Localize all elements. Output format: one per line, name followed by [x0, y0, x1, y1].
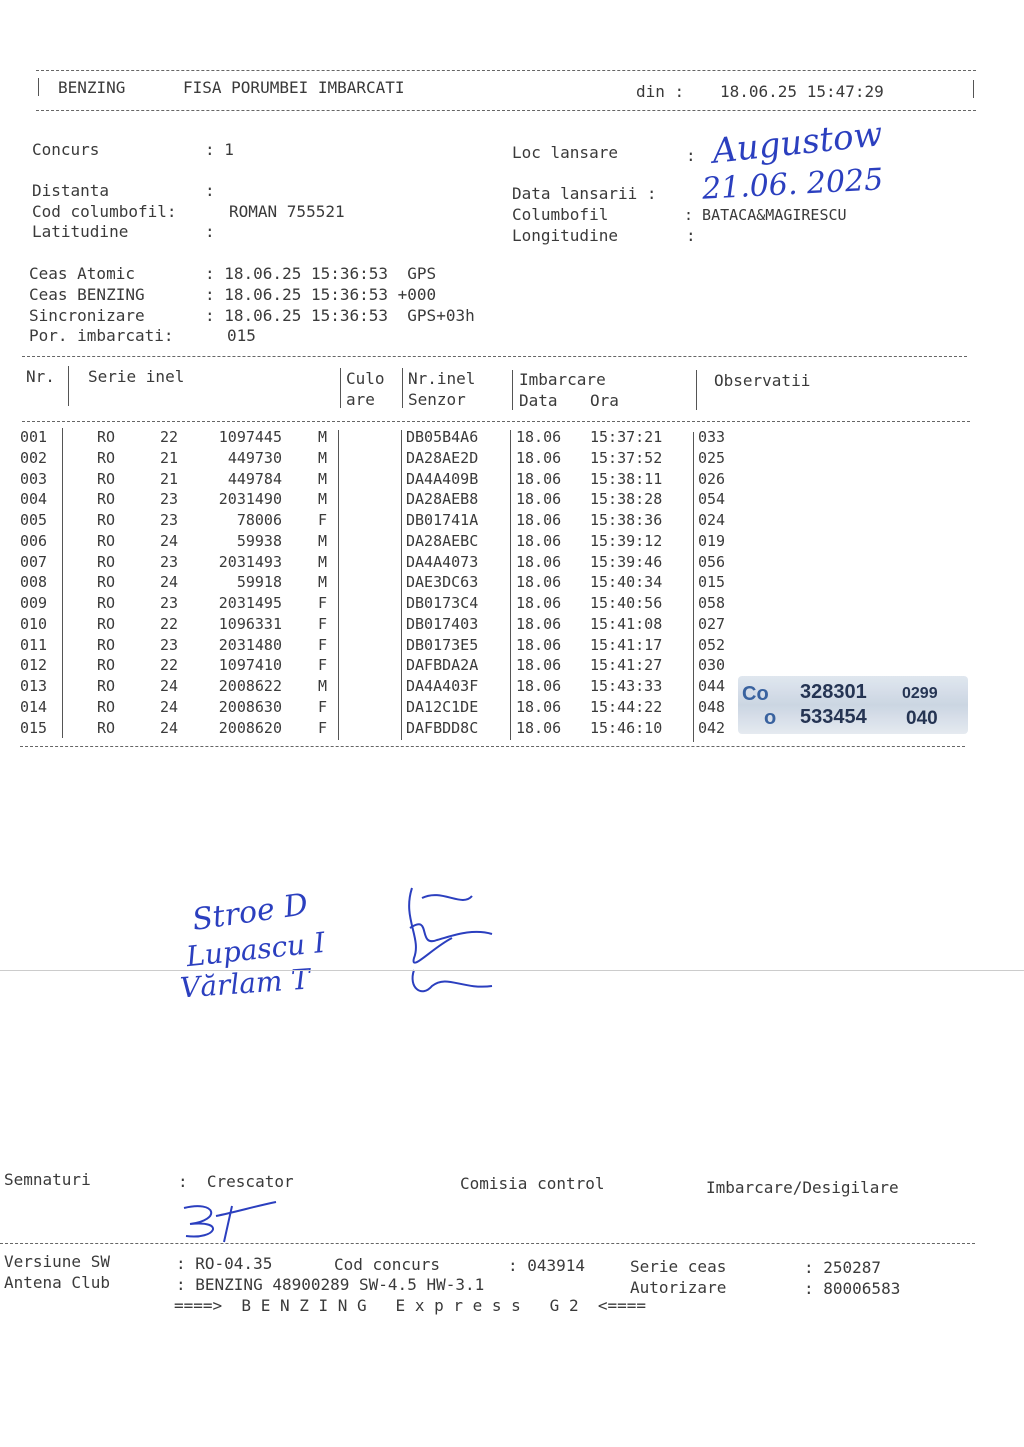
- col-header-senzor: Senzor: [408, 390, 466, 409]
- cell-senzor: DA12C1DE: [406, 697, 479, 716]
- cell-data: 18.06: [516, 511, 562, 529]
- longitudine-value: :: [686, 226, 696, 245]
- cell-nr: 008: [20, 573, 48, 592]
- body-sep-nr: [62, 428, 63, 738]
- cell-sex: F: [318, 635, 328, 654]
- cell-tara: RO: [97, 448, 116, 467]
- cell-obs: 054: [698, 490, 726, 509]
- table-row: [0, 513, 1024, 533]
- table-row: [0, 614, 1024, 637]
- cell-nr: 004: [20, 490, 48, 509]
- cell-ora: 15:41:27: [590, 656, 663, 675]
- header-left-bar: [38, 78, 39, 96]
- col-header-serie: Serie inel: [88, 367, 185, 386]
- body-sep-senzor: [401, 430, 402, 740]
- col-header-data: Data: [519, 391, 558, 410]
- versiune-value: : RO-04.35: [176, 1254, 273, 1273]
- cell-obs: 042: [698, 718, 726, 737]
- cod-concurs-value: : 043914: [508, 1256, 586, 1275]
- cell-tara: RO: [97, 511, 116, 529]
- cell-data: 18.06: [516, 469, 562, 488]
- col-sep-4: [512, 370, 513, 410]
- cell-data: 18.06: [516, 552, 562, 571]
- crescator-signature: [176, 1196, 286, 1246]
- col-header-imbarcare: Imbarcare: [519, 370, 606, 389]
- cell-data: 18.06: [516, 573, 562, 592]
- data-lansarii-handwritten: 21.06. 2025: [701, 162, 885, 207]
- cell-senzor: DA4A403F: [406, 677, 479, 695]
- seal-line1-suffix: 0299: [902, 685, 938, 702]
- distanta-label: Distanta: [32, 181, 110, 200]
- cell-obs: 024: [698, 511, 726, 529]
- cell-an: 23: [160, 594, 179, 612]
- cell-sex: M: [318, 677, 328, 695]
- cell-sex: F: [318, 614, 328, 633]
- cell-tara: RO: [97, 656, 116, 675]
- signature-name-3: Vărlam T: [178, 962, 312, 1005]
- versiune-label: Versiune SW: [4, 1252, 110, 1271]
- autorizare-value: : 80006583: [804, 1279, 901, 1298]
- cell-nr: 001: [20, 428, 48, 446]
- cell-tara: RO: [97, 718, 116, 737]
- cell-senzor: DB01741A: [406, 511, 479, 529]
- cell-senzor: DAFBDA2A: [406, 656, 479, 675]
- cell-sex: M: [318, 469, 328, 488]
- signature-name-1: Stroe D: [190, 887, 311, 938]
- cell-inel: 78006: [236, 511, 282, 529]
- header-title: FISA PORUMBEI IMBARCATI: [183, 78, 405, 97]
- cell-ora: 15:44:22: [590, 697, 663, 716]
- cell-tara: RO: [97, 573, 116, 592]
- cell-ora: 15:38:36: [590, 511, 663, 529]
- cell-nr: 005: [20, 511, 48, 529]
- cell-data: 18.06: [516, 656, 562, 675]
- table-row: [0, 430, 1024, 450]
- table-row: [0, 552, 1024, 575]
- ceas-atomic-label: Ceas Atomic: [29, 264, 135, 283]
- cell-sex: F: [318, 511, 328, 529]
- body-sep-data: [510, 430, 511, 740]
- col-header-observatii: Observatii: [714, 371, 811, 390]
- ceas-benzing-label: Ceas BENZING: [29, 285, 145, 304]
- cell-nr: 010: [20, 614, 48, 633]
- cell-nr: 014: [20, 697, 48, 716]
- cell-inel: 1097445: [218, 428, 282, 446]
- cell-sex: F: [318, 718, 328, 737]
- cell-data: 18.06: [516, 531, 562, 550]
- cell-data: 18.06: [516, 677, 562, 695]
- latitudine-label: Latitudine: [32, 222, 129, 241]
- cell-nr: 011: [20, 635, 48, 654]
- cell-inel: 1097410: [218, 656, 282, 675]
- cell-senzor: DAE3DC63: [406, 573, 479, 592]
- top-rule: [36, 70, 976, 71]
- columbofil-value: : BATACA&MAGIRESCU: [684, 206, 847, 224]
- cell-tara: RO: [97, 531, 116, 550]
- cell-nr: 007: [20, 552, 48, 571]
- cell-sex: M: [318, 428, 328, 446]
- imbarcare-desigilare-label: Imbarcare/Desigilare: [706, 1178, 899, 1197]
- cell-obs: 048: [698, 697, 726, 716]
- col-sep-3: [402, 368, 403, 408]
- cell-sex: F: [318, 697, 328, 716]
- cell-an: 22: [160, 428, 179, 446]
- col-header-ora: Ora: [590, 391, 619, 410]
- loc-lansare-sep: :: [686, 146, 696, 165]
- cell-senzor: DA28AEB8: [406, 490, 479, 509]
- cell-nr: 009: [20, 594, 48, 612]
- data-lansarii-label: Data lansarii :: [512, 184, 657, 203]
- col-header-culo: Culo: [346, 369, 385, 388]
- cell-obs: 030: [698, 656, 726, 675]
- col-sep-1: [68, 366, 69, 406]
- cell-ora: 15:41:17: [590, 635, 663, 654]
- cell-sex: M: [318, 552, 328, 571]
- header-date-value: 18.06.25 15:47:29: [720, 82, 884, 101]
- table-header-rule: [22, 421, 970, 422]
- benzing-express-banner: ====> B E N Z I N G E x p r e s s G 2 <====: [174, 1296, 647, 1315]
- cell-data: 18.06: [516, 594, 562, 612]
- crescator-label: : Crescator: [178, 1172, 294, 1191]
- cell-data: 18.06: [516, 635, 562, 654]
- cell-inel: 59938: [236, 531, 282, 550]
- cell-senzor: DA28AE2D: [406, 448, 479, 467]
- col-sep-2: [340, 368, 341, 408]
- cell-an: 23: [160, 552, 179, 571]
- ceas-benzing-value: : 18.06.25 15:36:53 +000: [205, 285, 437, 304]
- sincronizare-label: Sincronizare: [29, 306, 145, 325]
- ceas-atomic-value: : 18.06.25 15:36:53 GPS: [205, 264, 437, 283]
- cell-sex: M: [318, 531, 328, 550]
- cod-concurs-label: Cod concurs: [334, 1255, 440, 1274]
- table-row: [0, 596, 1024, 616]
- cell-ora: 15:40:56: [590, 594, 663, 612]
- cell-inel: 2031490: [218, 490, 282, 509]
- cell-sex: M: [318, 573, 328, 592]
- longitudine-label: Longitudine: [512, 226, 618, 245]
- cell-tara: RO: [97, 697, 116, 716]
- cell-senzor: DB05B4A6: [406, 428, 479, 446]
- seal-line2-suffix: 040: [906, 708, 938, 729]
- columbofil-label: Columbofil: [512, 205, 609, 224]
- cell-an: 23: [160, 635, 179, 654]
- cell-ora: 15:38:28: [590, 490, 663, 509]
- col-sep-5: [696, 370, 697, 410]
- header-date-label: din :: [636, 82, 685, 101]
- col-header-nrinel: Nr.inel: [408, 369, 476, 388]
- cell-senzor: DA4A409B: [406, 469, 479, 488]
- cell-data: 18.06: [516, 490, 562, 509]
- cell-ora: 15:39:12: [590, 531, 663, 550]
- cell-nr: 002: [20, 448, 48, 467]
- cell-sex: F: [318, 594, 328, 612]
- cell-an: 21: [160, 448, 179, 467]
- cell-data: 18.06: [516, 718, 562, 737]
- cell-inel: 1096331: [218, 614, 282, 633]
- table-row: [0, 492, 1024, 512]
- body-sep-sex: [338, 430, 339, 740]
- signature-scribbles: [392, 878, 512, 1018]
- cell-ora: 15:37:52: [590, 448, 663, 467]
- cell-sex: M: [318, 448, 328, 467]
- cell-an: 24: [160, 531, 179, 550]
- cell-ora: 15:40:34: [590, 573, 663, 592]
- cell-inel: 2031493: [218, 552, 282, 571]
- footer-rule: [0, 1243, 975, 1244]
- cell-tara: RO: [97, 490, 116, 509]
- cell-obs: 027: [698, 614, 726, 633]
- loc-lansare-label: Loc lansare: [512, 143, 618, 162]
- serie-ceas-label: Serie ceas: [630, 1257, 727, 1276]
- cell-senzor: DB017403: [406, 614, 479, 633]
- table-top-rule: [22, 356, 967, 357]
- cell-an: 23: [160, 511, 179, 529]
- seal-line1-value: 328301: [800, 681, 867, 703]
- cell-obs: 019: [698, 531, 726, 550]
- cell-sex: F: [318, 656, 328, 675]
- cell-obs: 044: [698, 677, 726, 695]
- latitudine-value: :: [205, 222, 215, 241]
- cell-ora: 15:39:46: [590, 552, 663, 571]
- cell-tara: RO: [97, 428, 116, 446]
- table-row: [0, 575, 1024, 595]
- cell-an: 24: [160, 677, 179, 695]
- cell-tara: RO: [97, 635, 116, 654]
- comisia-label: Comisia control: [460, 1174, 605, 1193]
- cell-senzor: DAFBDD8C: [406, 718, 479, 737]
- cell-senzor: DA28AEBC: [406, 531, 479, 550]
- cell-senzor: DB0173E5: [406, 635, 479, 654]
- cell-senzor: DA4A4073: [406, 552, 479, 571]
- seal-line2-value: 533454: [800, 706, 867, 728]
- cell-inel: 449730: [227, 448, 282, 467]
- antena-value: : BENZING 48900289 SW-4.5 HW-3.1: [176, 1275, 485, 1294]
- cell-obs: 025: [698, 448, 726, 467]
- cell-nr: 013: [20, 677, 48, 695]
- cell-inel: 449784: [227, 469, 282, 488]
- cell-tara: RO: [97, 614, 116, 633]
- serie-ceas-value: : 250287: [804, 1258, 882, 1277]
- body-sep-obs: [693, 432, 694, 742]
- col-header-nr: Nr.: [26, 367, 55, 386]
- cell-ora: 15:41:08: [590, 614, 663, 633]
- cell-ora: 15:38:11: [590, 469, 663, 488]
- header-brand: BENZING: [58, 78, 126, 97]
- cell-senzor: DB0173C4: [406, 594, 479, 612]
- cell-inel: 2008622: [218, 677, 282, 695]
- cell-an: 24: [160, 718, 179, 737]
- cell-ora: 15:46:10: [590, 718, 663, 737]
- distanta-value: :: [205, 181, 215, 200]
- table-row: [0, 531, 1024, 554]
- signature-name-2: Lupascu I: [184, 925, 327, 974]
- table-row: [0, 469, 1024, 492]
- cell-an: 23: [160, 490, 179, 509]
- cell-obs: 056: [698, 552, 726, 571]
- table-row: [0, 635, 1024, 658]
- cell-an: 21: [160, 469, 179, 488]
- por-imbarcati-label: Por. imbarcati:: [29, 326, 174, 345]
- cell-data: 18.06: [516, 448, 562, 467]
- cell-inel: 2008620: [218, 718, 282, 737]
- cell-nr: 003: [20, 469, 48, 488]
- table-row: [0, 448, 1024, 471]
- cell-an: 24: [160, 697, 179, 716]
- cell-nr: 012: [20, 656, 48, 675]
- cell-obs: 058: [698, 594, 726, 612]
- cell-tara: RO: [97, 594, 116, 612]
- cell-tara: RO: [97, 677, 116, 695]
- semnaturi-label: Semnaturi: [4, 1170, 91, 1189]
- concurs-label: Concurs: [32, 140, 100, 159]
- seal-line2-prefix: o: [764, 707, 777, 729]
- cell-ora: 15:43:33: [590, 677, 663, 695]
- seal-sticker: [738, 676, 968, 734]
- signature-baseline: [0, 970, 1024, 971]
- header-right-bar: [973, 80, 974, 98]
- col-header-are: are: [346, 390, 375, 409]
- cell-sex: M: [318, 490, 328, 509]
- cell-data: 18.06: [516, 614, 562, 633]
- cell-obs: 026: [698, 469, 726, 488]
- cell-inel: 2031495: [218, 594, 282, 612]
- concurs-value: : 1: [205, 140, 234, 159]
- cell-inel: 2031480: [218, 635, 282, 654]
- cell-an: 22: [160, 614, 179, 633]
- autorizare-label: Autorizare: [630, 1278, 727, 1297]
- cell-data: 18.06: [516, 697, 562, 716]
- cell-nr: 006: [20, 531, 48, 550]
- loc-lansare-handwritten: Augustow: [710, 114, 885, 172]
- cod-columbofil-label: Cod columbofil:: [32, 202, 177, 221]
- sincronizare-value: : 18.06.25 15:36:53 GPS+03h: [205, 306, 475, 325]
- cell-obs: 033: [698, 428, 726, 446]
- cell-an: 24: [160, 573, 179, 592]
- cell-obs: 052: [698, 635, 726, 654]
- cell-tara: RO: [97, 469, 116, 488]
- seal-line1-prefix: Co: [742, 683, 769, 705]
- cell-obs: 015: [698, 573, 726, 592]
- cell-ora: 15:37:21: [590, 428, 663, 446]
- cell-tara: RO: [97, 552, 116, 571]
- table-bottom-rule: [20, 746, 965, 747]
- cell-inel: 59918: [236, 573, 282, 592]
- cell-an: 22: [160, 656, 179, 675]
- por-imbarcati-value: 015: [227, 326, 256, 345]
- cell-inel: 2008630: [218, 697, 282, 716]
- antena-label: Antena Club: [4, 1273, 110, 1292]
- cell-nr: 015: [20, 718, 48, 737]
- header-bottom-rule: [36, 110, 976, 111]
- cell-data: 18.06: [516, 428, 562, 446]
- cod-columbofil-value: ROMAN 755521: [229, 202, 345, 221]
